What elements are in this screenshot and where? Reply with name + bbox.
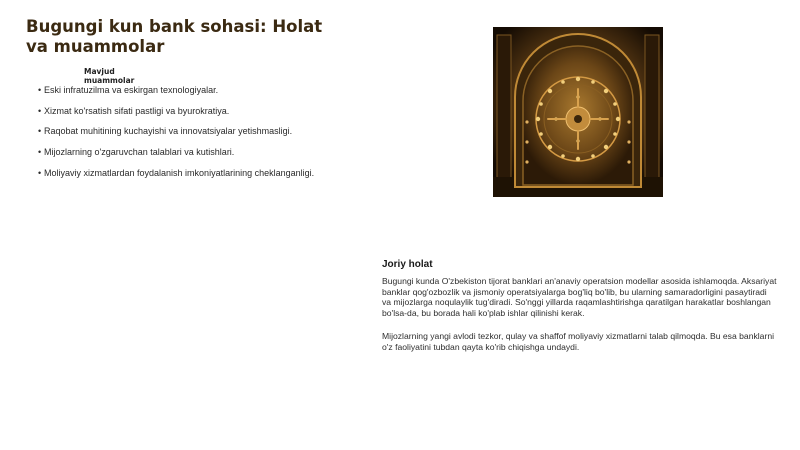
problem-item: • Mijozlarning o'zgaruvchan talablari va kutishlari. xyxy=(38,147,235,157)
bank-vault-door-image xyxy=(493,27,663,197)
slide-title: Bugungi kun bank sohasi: Holat va muammolar xyxy=(26,17,323,56)
vault-illustration xyxy=(493,27,663,197)
current-state-heading: Joriy holat xyxy=(382,259,433,270)
problem-item: • Eski infratuzilma va eskirgan texnologiyalar. xyxy=(38,85,219,95)
current-state-paragraph: Mijozlarning yangi avlodi tezkor, qulay va shaffof moliyaviy xizmatlarni talab qilmoqda. Bu esa banklarni o'z faoliyatini tubdan qayta ko'rib chiqishga undaydi. xyxy=(382,331,775,352)
problem-item: • Raqobat muhitining kuchayishi va innovatsiyalar yetishmasligi. xyxy=(38,126,293,136)
problem-item: • Moliyaviy xizmatlardan foydalanish imkoniyatlarining cheklanganligi. xyxy=(38,168,315,178)
problem-item: • Xizmat ko'rsatish sifati pastligi va byurokratiya. xyxy=(38,106,230,116)
current-state-paragraph: Bugungi kunda O'zbekiston tijorat banklari an'anaviy operatsion modellar asosida ishlamoqda. Aksariyat banklar qog'ozbozlik va jismoniy operatsiyalarga bog'liq bo'lib, bu ularning samaradorligini pasaytiradi va mijozlarga noqulaylik tug'diradi. So'nggi yillarda raqamlashtirishga qaratilgan harakatlar boshlangan bo'lsa-da, bu borada hali ko'plab ishlar qilinishi kerak. xyxy=(382,276,777,318)
problems-heading: Mavjud muammolar xyxy=(84,67,135,85)
